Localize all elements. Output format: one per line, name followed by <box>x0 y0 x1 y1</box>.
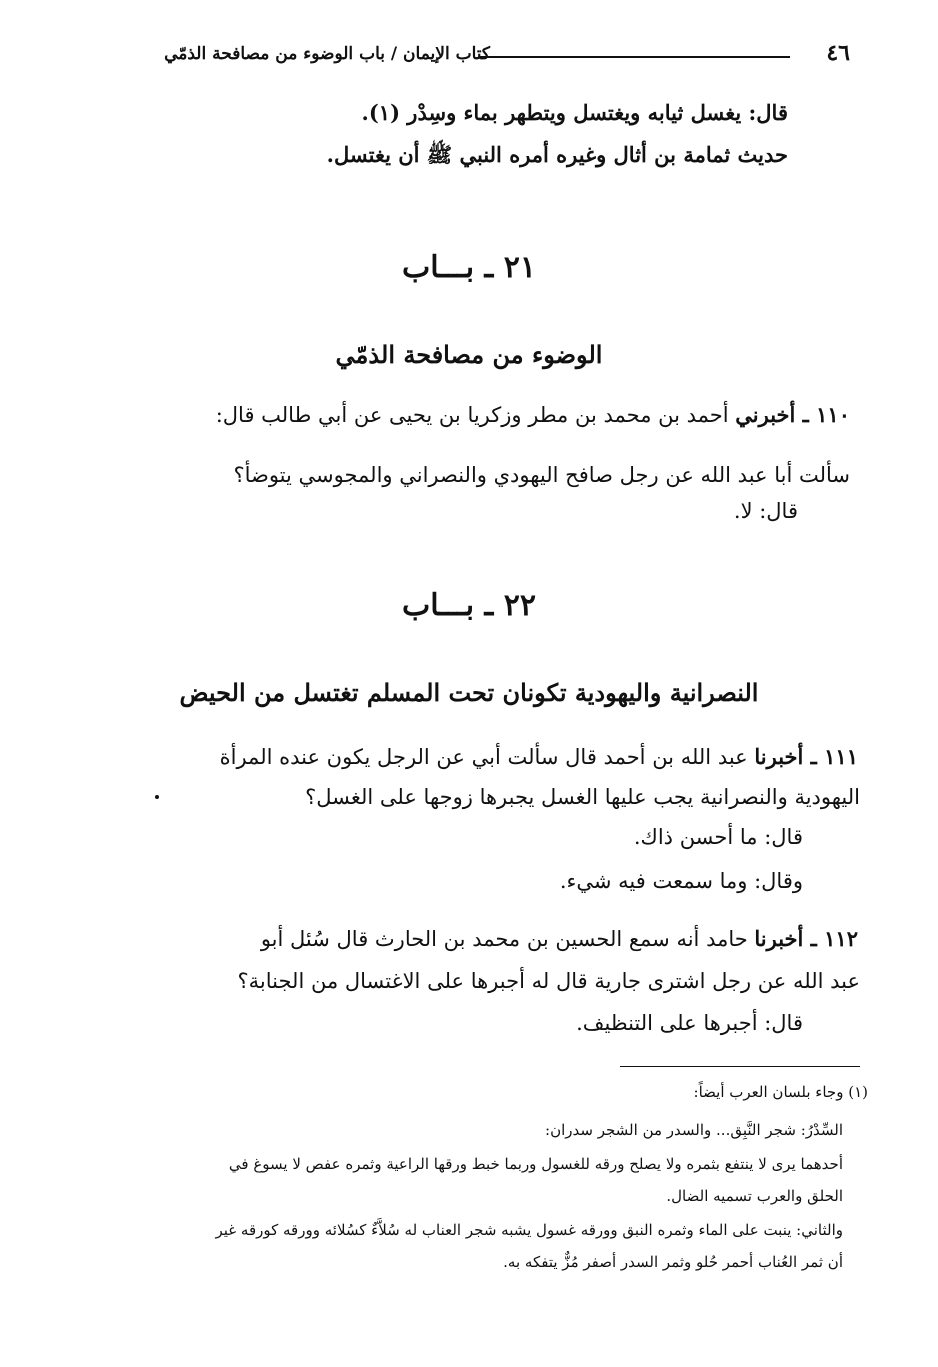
header-rule <box>480 56 790 58</box>
hadith-111-line-3: قال: ما أحسن ذاك. <box>633 825 803 849</box>
hadith-112-line-2: عبد الله عن رجل اشترى جارية قال له أجبرها على الاغتسال من الجنابة؟ <box>237 969 860 993</box>
hadith-110-line-1 <box>216 398 850 432</box>
page-header <box>70 36 850 76</box>
chapter-21-heading: ٢١ ـ بـــاب <box>401 250 536 285</box>
hadith-110-line-3: قال: لا. <box>733 499 798 523</box>
hadith-112-line-1 <box>261 922 858 956</box>
hadith-110-number: ١١٠ ـ أخبرني <box>735 402 850 427</box>
page-number: ٤٦ <box>826 40 850 66</box>
footnote-line-2: السِّدْرُ: شجر النَّبِق... والسدر من الشجر سدران: <box>545 1121 843 1139</box>
stray-dot <box>155 795 159 799</box>
intro-line-1: قال: يغسل ثيابه ويغتسل ويتطهر بماء وسِدْر (١). <box>361 100 788 125</box>
hadith-111-number: ١١١ ـ أخبرنا <box>754 744 858 769</box>
hadith-110-text: أحمد بن محمد بن مطر وزكريا بن يحيى عن أبي طالب قال: <box>215 403 736 427</box>
hadith-112-text: حامد أنه سمع الحسين بن محمد بن الحارث قال سُئل أبو <box>260 927 755 951</box>
footnote-line-5: والثاني: ينبت على الماء وثمره النبق وورقه غسول يشبه شجر العناب له سُلاَّءٌ كسُلائه وورقه كورقه غير <box>215 1221 843 1239</box>
footnote-rule <box>620 1066 860 1067</box>
chapter-22-heading: ٢٢ ـ بـــاب <box>401 588 536 623</box>
intro-line-2: حديث ثمامة بن أثال وغيره أمره النبي ﷺ أن يغتسل. <box>326 142 788 167</box>
hadith-112-line-3: قال: أجبرها على التنظيف. <box>576 1011 803 1035</box>
hadith-110-line-2: سألت أبا عبد الله عن رجل صافح اليهودي والنصراني والمجوسي يتوضأ؟ <box>233 463 850 487</box>
hadith-111-line-1 <box>220 740 858 774</box>
chapter-22-title: النصرانية واليهودية تكونان تحت المسلم تغتسل من الحيض <box>179 678 759 707</box>
hadith-111-line-2: اليهودية والنصرانية يجب عليها الغسل يجبرها زوجها على الغسل؟ <box>305 785 860 809</box>
hadith-111-text: عبد الله بن أحمد قال سألت أبي عن الرجل يكون عنده المرأة <box>219 745 755 769</box>
chapter-21-title: الوضوء من مصافحة الذمّي <box>335 340 603 369</box>
hadith-112-number: ١١٢ ـ أخبرنا <box>754 926 858 951</box>
hadith-111-line-4: وقال: وما سمعت فيه شيء. <box>559 869 803 893</box>
footnote-line-6: أن ثمر العُناب أحمر حُلو وثمر السدر أصفر مُزٌّ يتفكه به. <box>503 1253 843 1271</box>
footnote-line-3: أحدهما يرى لا ينتفع بثمره ولا يصلح ورقه للغسول وربما خبط ورقها الراعية وثمره عفص لا يسوغ في <box>228 1155 843 1173</box>
footnote-line-4: الحلق والعرب تسميه الضال. <box>666 1187 843 1205</box>
running-title: كتاب الإيمان / باب الوضوء من مصافحة الذمّي <box>164 44 490 64</box>
footnote-line-1: (١) وجاء بلسان العرب أيضاً: <box>693 1083 868 1101</box>
